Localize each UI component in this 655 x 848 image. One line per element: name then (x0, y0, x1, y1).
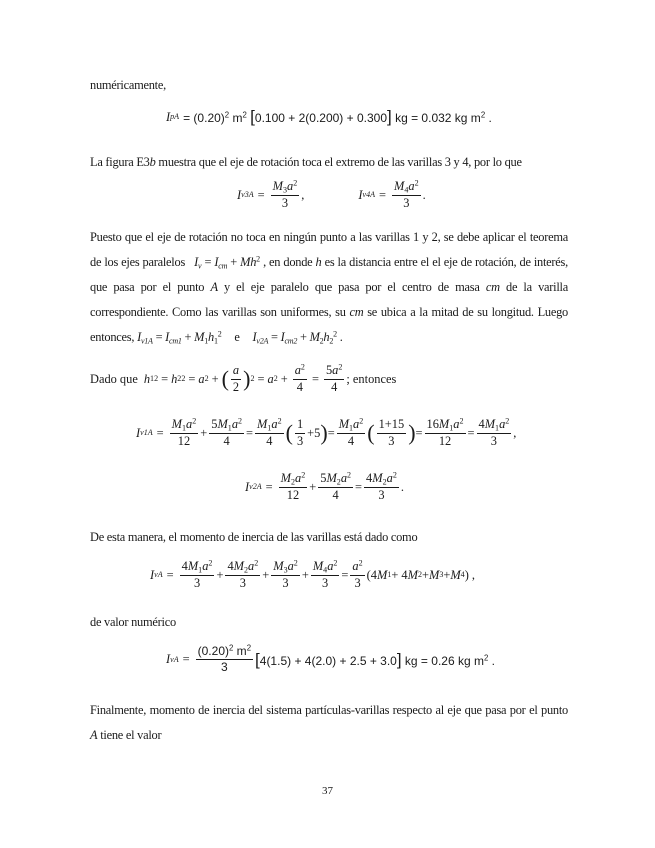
paragraph-ejes-paralelos: Puesto que el eje de rotación no toca en ningún punto a las varillas 1 y 2, se debe aplicar el teorema de los ejes paralelos $I_v = I_{cm} + Mh^2$ , en donde h es la distancia entre el el eje de rotación, de interés, que pasa por el punto A y el eje paralelo que pasa por el centro de masa cm de la varilla correspondiente. Como las varillas son uniformes, su cm se ubica a la mitad de su longitud. Luego entonces, $I_{v1A} = I_{cm1} + M_1h_1^2$ e $I_{v2A} = I_{cm2} + M_2h_2^2$ . (90, 230, 568, 346)
paragraph-dado-que: Dado que h 1 2 = h 2 2 = a 2 + ( $\frac{a}{2}$ ) 2 = a 2 + $\frac{a^2}{4}$ = $\frac{5a^2}{4}$ ; entonces (90, 362, 397, 394)
equation-iva: I vA = $\frac{4M_1a^2}{3}$ + $\frac{4M_2a^2}{3}$ + $\frac{M_3a^2}{3}$ + $\frac{M_4a^2}{3}$ = $\frac{a^2}{3}$ (4 M 1 + 4 M 2 + M 3 + M 4 ) , (150, 558, 476, 590)
equation-iv2a: I v2A = $\frac{M_2a^2}{12}$ + $\frac{5M_2a^2}{4}$ = $\frac{4M_2a^2}{3}$ . (245, 470, 404, 502)
paragraph-de-esta-manera: De esta manera, el momento de inercia de las varillas está dado como (90, 530, 418, 544)
paragraph-numericamente: numéricamente, (90, 78, 166, 92)
equation-iv3a: I v3A = $\frac{M_3a^2}{3}$ , I v4A = $\frac{M_4a^2}{3}$ . (237, 178, 426, 210)
equation-iv1a: I v1A = $\frac{M_1a^2}{12}$ + $\frac{5M_1a^2}{4}$ = $\frac{M_1a^2}{4}$ ( $\frac{1}{3}$ +5 ) = $\frac{M_1a^2}{4}$ ( $\frac{1+15}{3}$ ) = $\frac{16M_1a^2}{12}$ = $\frac{4M_1a^2}{3}$ , (136, 416, 517, 448)
page-number: 37 (322, 785, 333, 797)
equation-iva-numeric: I vA = $\frac{(0.20)^2 m^2}{3}$ [4(1.5) + 4(2.0) + 2.5 + 3.0] kg = 0.26 kg $m^2$ . (166, 643, 495, 675)
paragraph-valor-numerico: de valor numérico (90, 615, 176, 629)
paragraph-finalmente: Finalmente, momento de inercia del sistema partículas-varillas respecto al eje que pasa por el punto A tiene el valor (90, 703, 568, 742)
equation-ipa: I pA = $(0.20)^2$ $m^2$ [0.100 + 2(0.200) + 0.300] kg = 0.032 kg $m^2$ . (166, 107, 492, 126)
paragraph-figura: La figura E3b muestra que el eje de rotación toca el extremo de las varillas 3 y 4, por lo que (90, 155, 522, 169)
